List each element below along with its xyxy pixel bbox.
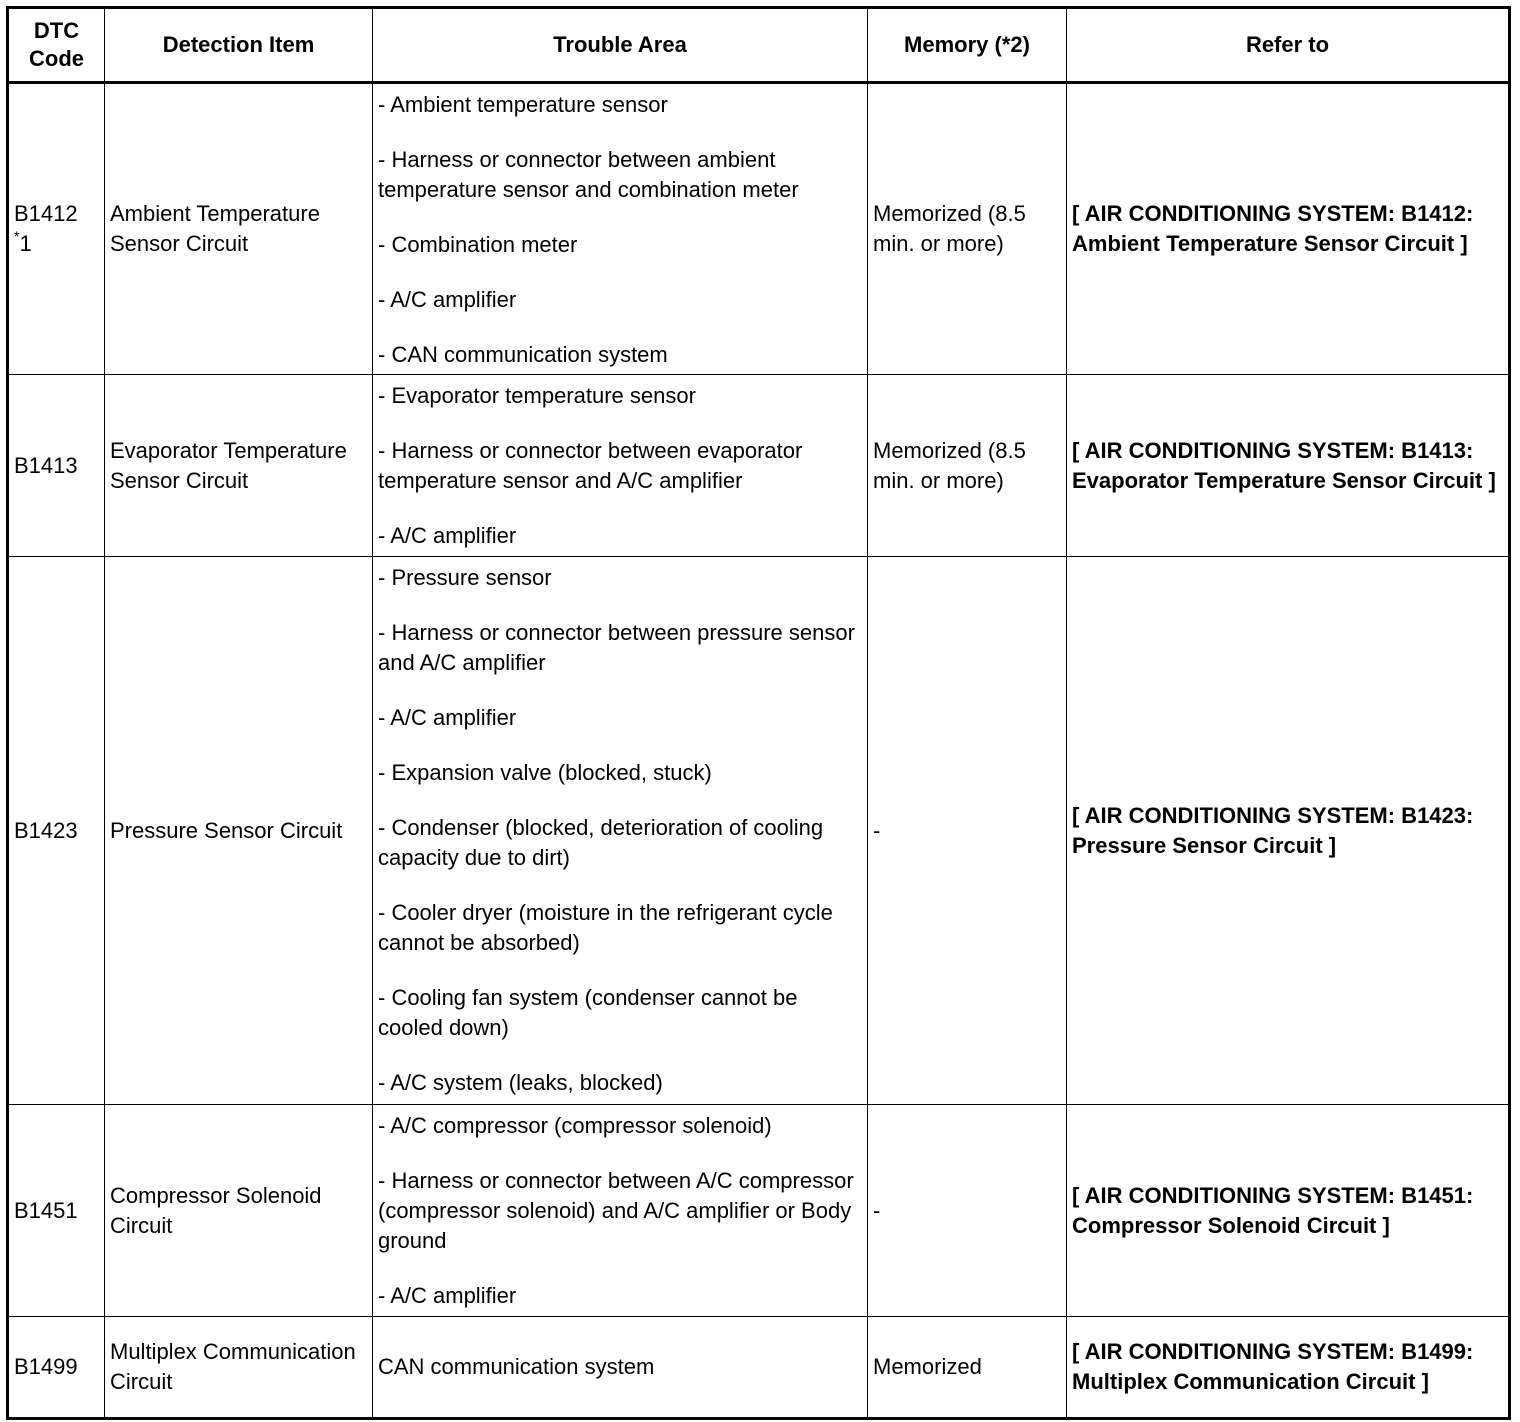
trouble-item: CAN communication system	[378, 1354, 655, 1379]
table-body	[8, 83, 1510, 1419]
trouble-area-cell	[373, 83, 868, 375]
trouble-item: - Evaporator temperature sensor	[378, 383, 696, 408]
memory-cell: -	[868, 1105, 1067, 1317]
dtc-code-note-number: 1	[19, 231, 32, 256]
trouble-item: - A/C amplifier	[378, 287, 517, 312]
trouble-item: - A/C amplifier	[378, 705, 517, 730]
table-row	[8, 375, 1510, 557]
trouble-item: - Condenser (blocked, deterioration of cooling capacity due to dirt)	[378, 815, 824, 870]
header-detection-item: Detection Item	[105, 8, 373, 83]
memory-cell: Memorized	[868, 1317, 1067, 1419]
refer-to-link[interactable]: [ AIR CONDITIONING SYSTEM: B1413: Evaporator Temperature Sensor Circuit ]	[1067, 375, 1510, 557]
dtc-code-cell: B1423	[8, 557, 105, 1105]
dtc-code-cell: B1499	[8, 1317, 105, 1419]
refer-to-link[interactable]: [ AIR CONDITIONING SYSTEM: B1423: Pressure Sensor Circuit ]	[1067, 557, 1510, 1105]
header-refer-to: Refer to	[1067, 8, 1510, 83]
detection-item-cell: Compressor Solenoid Circuit	[105, 1105, 373, 1317]
dtc-code-cell: B1451	[8, 1105, 105, 1317]
trouble-item: - Harness or connector between evaporator temperature sensor and A/C amplifier	[378, 438, 803, 493]
detection-item-cell: Evaporator Temperature Sensor Circuit	[105, 375, 373, 557]
detection-item-cell: Pressure Sensor Circuit	[105, 557, 373, 1105]
trouble-item: - Harness or connector between ambient temperature sensor and combination meter	[378, 147, 799, 202]
header-dtc-code-line2: Code	[29, 46, 84, 71]
trouble-area-cell	[373, 1105, 868, 1317]
refer-to-link[interactable]: [ AIR CONDITIONING SYSTEM: B1451: Compressor Solenoid Circuit ]	[1067, 1105, 1510, 1317]
refer-to-link[interactable]: [ AIR CONDITIONING SYSTEM: B1499: Multiplex Communication Circuit ]	[1067, 1317, 1510, 1419]
memory-cell: -	[868, 557, 1067, 1105]
dtc-code-note-mark: *	[14, 228, 20, 244]
table-row	[8, 83, 1510, 375]
trouble-item: - A/C compressor (compressor solenoid)	[378, 1113, 772, 1138]
trouble-item: - Pressure sensor	[378, 565, 552, 590]
header-row	[8, 8, 1510, 83]
trouble-item: - Expansion valve (blocked, stuck)	[378, 760, 712, 785]
trouble-area-cell	[373, 557, 868, 1105]
header-dtc-code-line1: DTC	[33, 18, 80, 43]
detection-item-cell: Ambient Temperature Sensor Circuit	[105, 83, 373, 375]
table-header	[8, 8, 1510, 83]
header-trouble-area: Trouble Area	[373, 8, 868, 83]
table-row	[8, 1317, 1510, 1419]
trouble-item: - Cooling fan system (condenser cannot be cooled down)	[378, 985, 798, 1040]
detection-item-cell: Multiplex Communication Circuit	[105, 1317, 373, 1419]
refer-to-link[interactable]: [ AIR CONDITIONING SYSTEM: B1412: Ambient Temperature Sensor Circuit ]	[1067, 83, 1510, 375]
table-row	[8, 557, 1510, 1105]
trouble-area-cell	[373, 1317, 868, 1419]
dtc-code-cell: B1413	[8, 375, 105, 557]
trouble-item: - Harness or connector between A/C compressor (compressor solenoid) and A/C amplifier or Body ground	[378, 1168, 854, 1253]
memory-cell: Memorized (8.5 min. or more)	[868, 83, 1067, 375]
trouble-item: - Combination meter	[378, 232, 578, 257]
trouble-item: - A/C amplifier	[378, 1283, 517, 1308]
header-memory: Memory (*2)	[868, 8, 1067, 83]
header-dtc-code	[8, 8, 105, 83]
trouble-item: - A/C amplifier	[378, 523, 517, 548]
trouble-item: - A/C system (leaks, blocked)	[378, 1070, 663, 1095]
trouble-item: - CAN communication system	[378, 342, 668, 367]
trouble-item: - Ambient temperature sensor	[378, 92, 668, 117]
dtc-code: B1412	[14, 201, 78, 226]
trouble-item: - Harness or connector between pressure sensor and A/C amplifier	[378, 620, 855, 675]
trouble-area-cell	[373, 375, 868, 557]
dtc-table	[6, 6, 1511, 1420]
dtc-code-cell	[8, 83, 105, 375]
table-row	[8, 1105, 1510, 1317]
memory-cell: Memorized (8.5 min. or more)	[868, 375, 1067, 557]
trouble-item: - Cooler dryer (moisture in the refrigerant cycle cannot be absorbed)	[378, 900, 833, 955]
